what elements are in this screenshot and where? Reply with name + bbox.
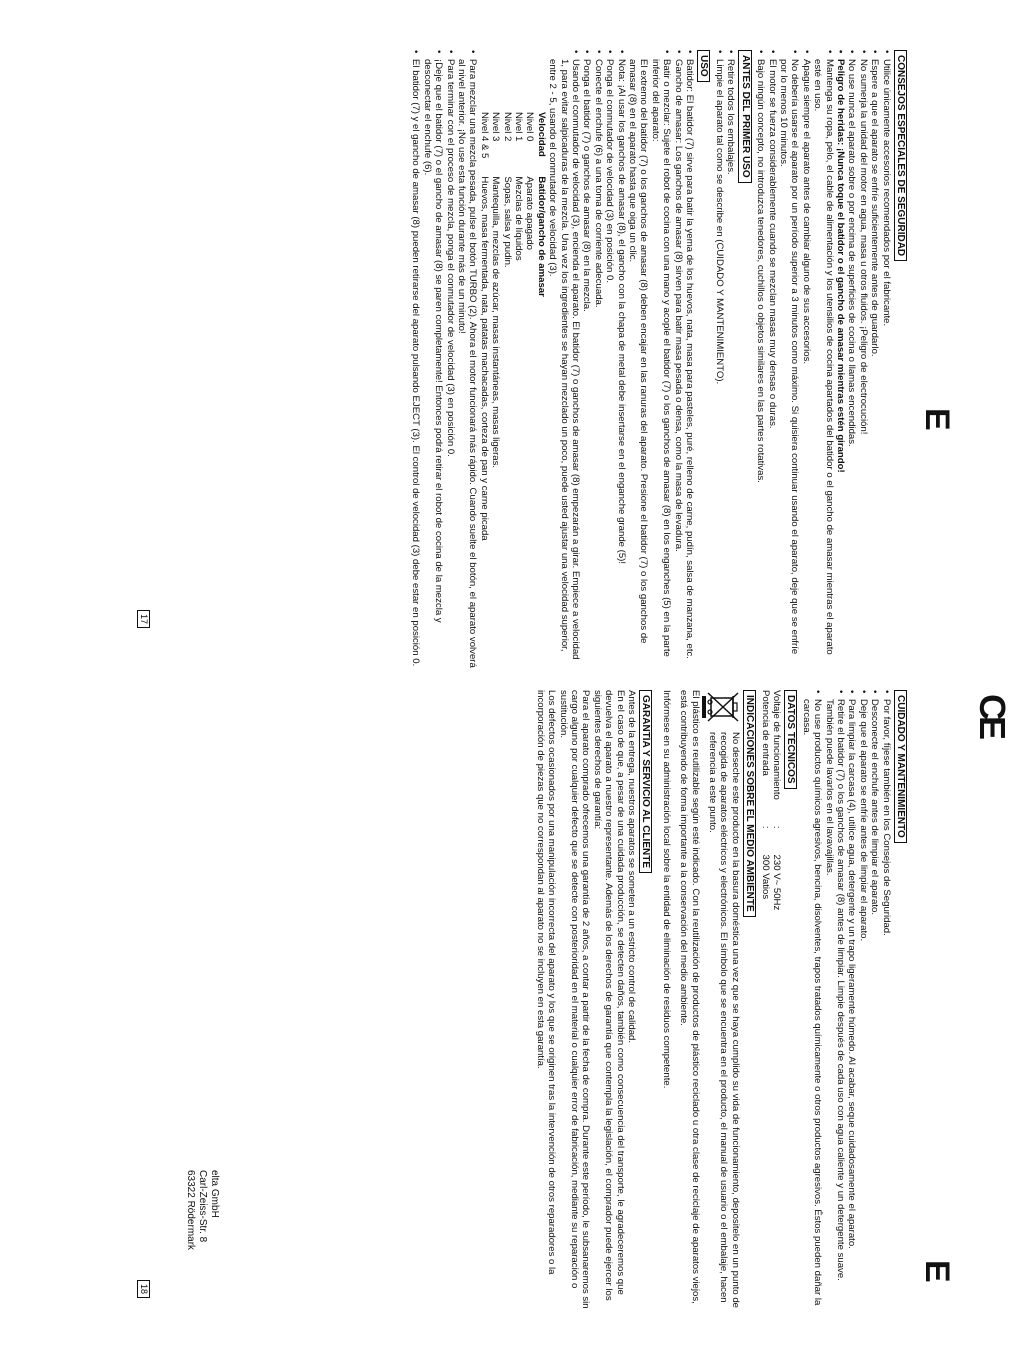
warranty-paragraph: Para el aparato comprado ofrecemos una garantía de 2 años, a contar a partir de la fecha de compra. Durante este período, le subsanaremos sin cargo alguno por cualquier defecto que se detecte con posterioridad en el material o cualquier error de fabricación, mediante su reparación o sustitución. (557, 690, 592, 1309)
speed-level: Nivel 2 (501, 112, 513, 142)
first-use-header: ANTES DEL PRIMER USO (738, 50, 751, 183)
tech-table (759, 690, 782, 936)
env-paragraph: El plástico es reutilizable según esté indicado. Con la reutilización de productos de plástico reciclado u otra clase de reciclaje de aparatos viejos, está contribuyendo de forma importante a la conservación del medio ambiente. (678, 690, 701, 1304)
use-item: • Ponga el batidor (7) o ganchos de amasar (8) en la mezcla. (581, 50, 592, 670)
page-18 (130, 690, 1013, 1310)
speed-desc: Sopas, salsa y pudin. (501, 176, 513, 268)
language-letter: E (918, 1260, 956, 1283)
page-18-content (534, 690, 910, 1310)
safety-item: • No debería usarse el aparato por un período superior a 3 minutos como máximo. Si quisiera continuar usando el aparato, deje que se enfríe por lo menos 10 minutos. (778, 50, 801, 670)
use-item: • Para mezclar una mezcla pesada, pulse el botón TURBO (2). Ahora el motor funcionará más rápido. Cuando suelte el botón, el aparato volverá al nivel anterior. ¡No use esta función durante más de un minuto! (456, 50, 479, 670)
address-line: 63322 Rödermark (185, 1170, 196, 1251)
tech-sep: : (770, 825, 782, 829)
safety-item: • El motor se fuerza considerablemente cuando se mezclan masas muy densas o duras. (766, 50, 777, 670)
page-17-content (410, 50, 910, 670)
company-address (184, 1170, 220, 1250)
tech-sep: : (759, 825, 771, 829)
attach-note: El extremo del batidor (7) o los ganchos de amasar (8) deben encajar en las ranuras del aparato. Presione el batidor (7) o los ganchos de amasar (8) en el aparato hasta que oiga un clic. (627, 59, 650, 644)
page-number: 18 (137, 1280, 150, 1298)
table-row (478, 112, 489, 559)
tech-value: 300 Vatios (759, 854, 771, 900)
speed-desc: Huevos, masa fermentada, nata, patatas machacadas, corteza de pan y carne picada (478, 176, 490, 541)
address-line: Carl-Zeiss-Str. 8 (197, 1170, 208, 1243)
tech-label: Voltaje de funcionamiento (770, 690, 782, 800)
care-list (800, 690, 891, 1310)
use-item: • Nota: ¡Al usar los ganchos de amasar (8), el gancho con la chapa de metal debe insertarse en el enganche grande (5)! (615, 50, 626, 670)
table-row (501, 112, 512, 559)
speed-desc: Mantequilla, mezclas de azúcar, masas instantáneas, masas ligeras. (490, 176, 502, 469)
address-line: elta GmbH (209, 1170, 220, 1218)
table-row (513, 112, 524, 559)
speed-level: Nivel 0 (524, 112, 536, 142)
page-17 (130, 50, 956, 670)
use-item: • Usando el conmutador de velocidad (3), encienda el aparato. El batidor (7) o ganchos de amasar (8) empezarán a girar. Empiece a velocidad 1, para evitar salpicaduras de la mezcla. Una vez los ingredientes se hayan mezclado un poco, puede usted ajustar una velocidad superior, entre 2 - 5, usando el conmutador de velocidad (3). (547, 50, 581, 670)
use-item: • Ponga el conmutador de velocidad (3) en posición 0. (604, 50, 615, 670)
warranty-header: GARANTÍA Y SERVICIO AL CLIENTE (639, 690, 652, 873)
speed-col-header: Velocidad (535, 112, 547, 157)
use-item: • Gancho de amasar: Los ganchos de amasar (8) sirven para batir masa pesada o densa, como la masa de levadura. (672, 50, 683, 670)
attachment-col-header: Batidor/gancho de amasar (535, 176, 547, 297)
safety-item: • Bajo ningún concepto, no introduzca tenedores, cuchillos o objetos similares en las partes rotativas. (755, 50, 766, 670)
use-item: • Conecte el enchufe (6) a una toma de corriente adecuada. (592, 50, 603, 670)
first-use-item: • Limpie el aparato tal como se describe en (CUIDADO Y MANTENIMIENTO). (714, 50, 725, 670)
speed-level: Nivel 4 & 5 (478, 112, 490, 159)
care-item: • Para limpiar la carcasa (4), utilice agua, detergente y un trapo ligeramente húmedo. Al acabar, seque cuidadosamente el aparato. (846, 690, 857, 1310)
tech-label: Potencia de entrada (759, 690, 771, 776)
use-item: • ¡Deje que el batidor (7) o el gancho de amasar (8) se paren completamente! Entonces podrá retirar el robot de cocina de la mezcla y desconectar el enchufe (6). (421, 50, 444, 670)
safety-list (755, 50, 892, 670)
use-item: • El batidor (7) y el gancho de amasar (8) pueden retirarse del aparato pulsando EJECT (3). El control de velocidad (3) debe estar en posición 0. (410, 50, 421, 670)
use-list (649, 50, 695, 670)
tech-value: 230 V~ 50Hz (770, 854, 782, 911)
safety-item: • Mantenga su ropa, pelo, el cable de alimentación y los utensilios de cocina apartados del batidor o el gancho de amasar mientras el aparato esté en uso. (812, 50, 835, 670)
warranty-paragraph: En el caso de que, a pesar de una cuidada producción, se detecten daños, también como consecuencia del transporte, le agradeceremos que devuelva el aparato a nuestro representante. Además de los derechos de garantía que contempla la legislación, el comprador puede ejercer los siguientes derechos de garantía: (591, 690, 626, 1301)
care-item: • Retire el batidor (7) o los ganchos de amasar (8) antes de limpiar. Limpie después de cada uso con agua caliente y un detergente suave. También puede lavarlos en el lavavajillas. (823, 690, 846, 1310)
safety-item: • Espere a que el aparato se enfríe suficientemente antes de guardarlo. (869, 50, 880, 670)
ce-mark: CE (972, 694, 1013, 737)
first-use-list (714, 50, 737, 670)
care-item: • No use productos químicos agresivos, bencina, disolventes, trapos tratados químicamente o otros productos agresivos. Éstos pueden dañar la carcasa. (800, 690, 823, 1310)
safety-item: • Peligro de heridas: ¡Nunca toque el batidor o el gancho de amasar mientras estén girando! (835, 50, 846, 670)
use-list-2 (547, 50, 627, 670)
env-paragraph: Infórmese en su administración local sobre la entidad de eliminación de residuos competente. (660, 690, 672, 1089)
safety-item: • Apague siempre el aparato antes de cambiar alguno de sus accesorios. (800, 50, 811, 670)
use-item: • Batidor: El batidor (7) sirve para batir la yema de los huevos, nata, masa para pasteles, puré, relleno de carne, pudín, salsa de manzana, etc. (684, 50, 695, 670)
use-item: • Batir o mezclar: Sujete el robot de cocina con una mano y acople el batidor (7) o los ganchos de amasar (8) en los enganches (5) en la parte inferior del aparato: (649, 50, 672, 670)
warranty-paragraph: Los defectos ocasionados por una manipulación incorrecta del aparato y los que se originen tras la intervención de otros reparadores o la incorporación de piezas que no correspondan al aparato no se incluyen en esta garantía. (534, 690, 558, 1275)
table-row (759, 690, 770, 936)
use-item: • Para terminar con el proceso de mezcla, ponga el conmutador de velocidad (3) en posición 0. (444, 50, 455, 670)
speed-desc: Aparato apagado (524, 176, 536, 251)
use-list-3 (410, 50, 478, 670)
table-row (771, 690, 782, 936)
care-item: • Por favor, fíjese también en los Consejos de Seguridad. (880, 690, 891, 1310)
safety-header: CONSEJOS ESPECIALES DE SEGURIDAD (894, 50, 907, 261)
safety-item: • No use nunca el aparato sobre o por encima de superficies de cocina o llamas encendidas. (846, 50, 857, 670)
env-icon-paragraph: No deseche este producto en la basura doméstica una vez que se haya cumplido su vida de funcionamiento, depositelo en un punto de recogida de aparatos eléctricos y electrónicos. El símbolo que se encuentra en el producto, el manual de usuario o el embalaje, hacen referencia a este punto. (706, 732, 741, 1309)
language-letter: E (918, 408, 956, 431)
care-item: • Desconecte el enchufe antes de limpiar el aparato. (869, 690, 880, 1310)
use-header: USO (697, 50, 710, 82)
care-header: CUIDADO Y MANTENIMIENTO (894, 690, 907, 843)
care-item: • Deje que el aparato se enfríe antes de limpiar el aparato. (857, 690, 868, 1310)
env-header: INDICACIONES SOBRE EL MEDIO AMBIENTE (743, 690, 756, 917)
page-number: 17 (137, 610, 150, 628)
tech-header: DATOS TÉCNICOS (784, 690, 797, 789)
first-use-item: • Retire todos los embalajes. (725, 50, 736, 670)
warranty-paragraph: Antes de la entrega, nuestros aparatos se someten a un estricto control de calidad. (626, 690, 638, 1044)
safety-item: • Utilice únicamente accesorios recomendados por el fabricante. (880, 50, 891, 670)
speed-desc: Mezclas de líquidos (513, 176, 524, 261)
table-row (524, 112, 535, 559)
speed-level: Nivel 1 (513, 112, 524, 142)
crossed-bin-icon (701, 690, 741, 724)
env-row (701, 690, 741, 1310)
safety-item: • No sumerja la unidad del motor en agua, masa u otros fluidos. ¡Peligro de electrocución! (857, 50, 868, 670)
speed-level: Nivel 3 (490, 112, 502, 142)
speed-table (478, 112, 546, 559)
table-row (490, 112, 501, 559)
